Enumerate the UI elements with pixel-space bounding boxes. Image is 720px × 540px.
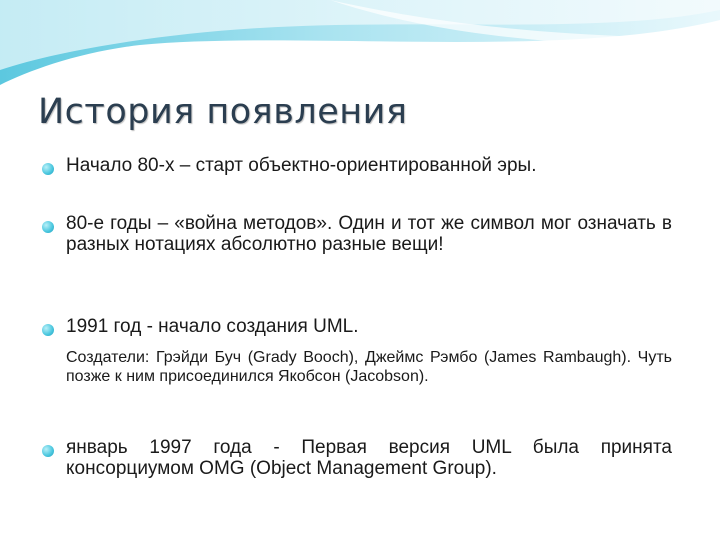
bullet-item <box>42 316 672 337</box>
bullet-item <box>42 437 672 479</box>
bullet-text: 1991 год - начало создания UML. <box>66 316 359 337</box>
bullet-dot-icon <box>42 324 54 336</box>
bullet-item <box>42 213 672 255</box>
bullet-text: Начало 80-х – старт объектно-ориентированной эры. <box>66 155 537 176</box>
bullet-dot-icon <box>42 163 54 175</box>
bullet-dot-icon <box>42 221 54 233</box>
bullet-item <box>42 155 672 176</box>
header-wave-decoration <box>0 0 720 90</box>
bullet-text: январь 1997 года - Первая версия UML была принята консорциумом OMG (Object Management Group). <box>66 437 672 479</box>
creators-note: Создатели: Грэйди Буч (Grady Booch), Джеймс Рэмбо (James Rambaugh). Чуть позже к ним присоединился Якобсон (Jacobson). <box>66 349 672 385</box>
bullet-text: 80-е годы – «война методов». Один и тот же символ мог означать в разных нотациях абсолютно разные вещи! <box>66 213 672 255</box>
slide-title: История появления <box>38 92 408 132</box>
bullet-dot-icon <box>42 445 54 457</box>
